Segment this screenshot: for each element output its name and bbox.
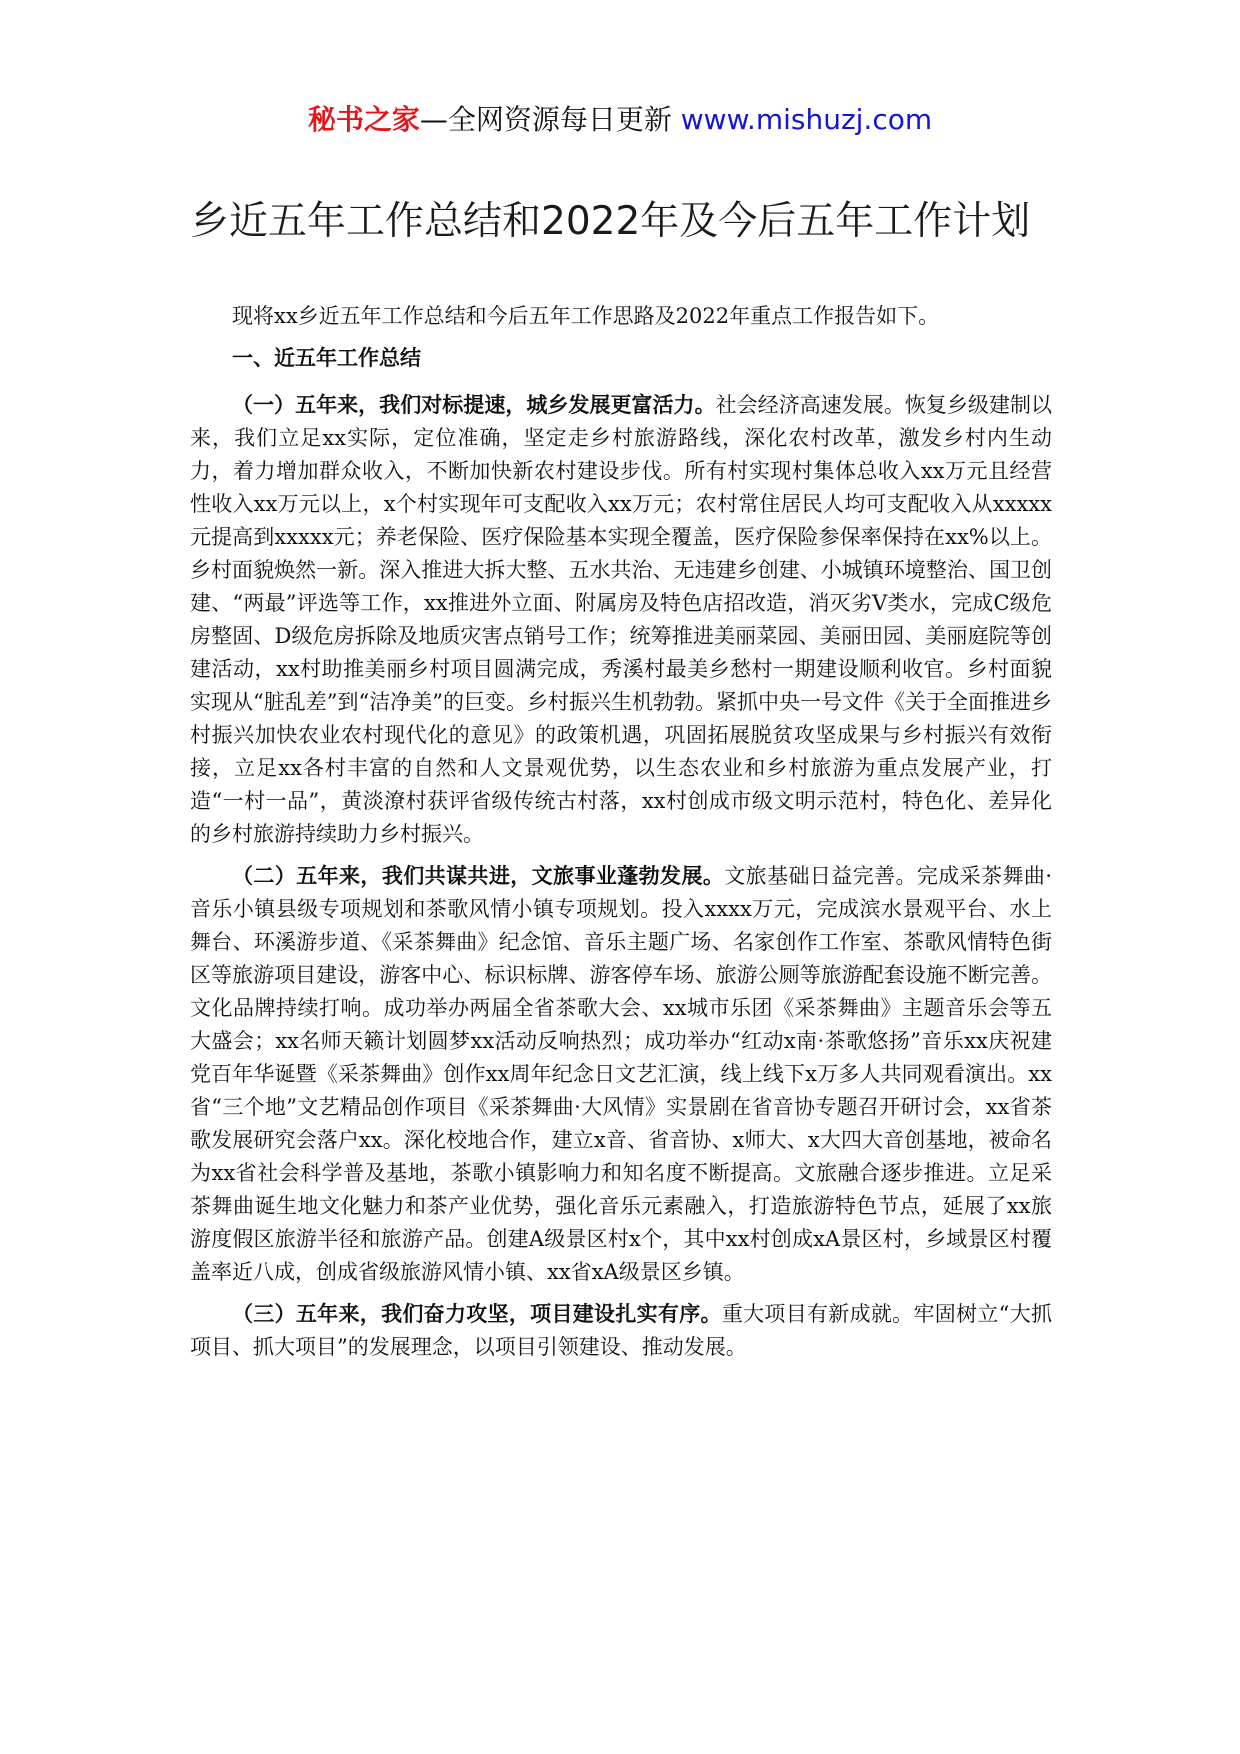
banner-slogan: 全网资源每日更新 [447, 103, 681, 136]
paragraph-1-lead: （一）五年来，我们对标提速，城乡发展更富活力。 [232, 393, 716, 417]
section-heading: 一、近五年工作总结 [232, 346, 421, 370]
paragraph-3-text: 重大项目有新成就。牢固树立“大抓项目、抓大项目”的发展理念，以项目引领建设、推动发展。 [190, 1302, 1052, 1359]
paragraph-3 [190, 1298, 1052, 1364]
intro-paragraph: 现将xx乡近五年工作总结和今后五年工作思路及2022年重点工作报告如下。 [232, 304, 940, 328]
paragraph-1-text: 社会经济高速发展。恢复乡级建制以来，我们立足xx实际，定位准确，坚定走乡村旅游路线，深化农村改革，激发乡村内生动力，着力增加群众收入，不断加快新农村建设步伐。所有村实现村集体总收入xx万元且经营性收入xx万元以上，x个村实现年可支配收入xx万元；农村常住居民人均可支配收入从xxxxx元提高到xxxxx元；养老保险、医疗保险基本实现全覆盖，医疗保险参保率保持在xx%以上。乡村面貌焕然一新。深入推进大拆大整、五水共治、无违建乡创建、小城镇环境整治、国卫创建、“两最”评选等工作，xx推进外立面、附属房及特色店招改造，消灭劣Ⅴ类水，完成C级危房整固、D级危房拆除及地质灾害点销号工作；统筹推进美丽菜园、美丽田园、美丽庭院等创建活动，xx村助推美丽乡村项目圆满完成，秀溪村最美乡愁村一期建设顺利收官。乡村面貌实现从“脏乱差”到“洁净美”的巨变。乡村振兴生机勃勃。紧抓中央一号文件《关于全面推进乡村振兴加快农业农村现代化的意见》的政策机遇，巩固拓展脱贫攻坚成果与乡村振兴有效衔接，立足xx各村丰富的自然和人文景观优势，以生态农业和乡村旅游为重点发展产业，打造“一村一品”，黄淡潦村获评省级传统古村落，xx村创成市级文明示范村，特色化、差异化的乡村旅游持续助力乡村振兴。 [190, 393, 1053, 846]
paragraph-3-lead: （三）五年来，我们奋力攻坚，项目建设扎实有序。 [232, 1302, 722, 1326]
site-banner [0, 100, 1240, 140]
paragraph-1 [190, 389, 1052, 851]
document-title: 乡近五年工作总结和2022年及今后五年工作计划 [190, 199, 1031, 244]
paragraph-2-lead: （二）五年来，我们共谋共进，文旅事业蓬勃发展。 [232, 864, 725, 888]
site-url-link[interactable]: www.mishuzj.com [680, 103, 933, 136]
document-body [190, 300, 1052, 1373]
paragraph-2-text: 文旅基础日益完善。完成采茶舞曲·音乐小镇县级专项规划和茶歌风情小镇专项规划。投入xxxx万元，完成滨水景观平台、水上舞台、环溪游步道、《采茶舞曲》纪念馆、音乐主题广场、名家创作工作室、茶歌风情特色街区等旅游项目建设，游客中心、标识标牌、游客停车场、旅游公厕等旅游配套设施不断完善。文化品牌持续打响。成功举办两届全省茶歌大会、xx城市乐团《采茶舞曲》主题音乐会等五大盛会；xx名师天籁计划圆梦xx活动反响热烈；成功举办“红动x南·茶歌悠扬”音乐xx庆祝建党百年华诞暨《采茶舞曲》创作xx周年纪念日文艺汇演，线上线下x万多人共同观看演出。xx省“三个地”文艺精品创作项目《采茶舞曲·大风情》实景剧在省音协专题召开研讨会，xx省茶歌发展研究会落户xx。深化校地合作，建立x音、省音协、x师大、x大四大音创基地，被命名为xx省社会科学普及基地，茶歌小镇影响力和知名度不断提高。文旅融合逐步推进。立足采茶舞曲诞生地文化魅力和茶产业优势，强化音乐元素融入，打造旅游特色节点，延展了xx旅游度假区旅游半径和旅游产品。创建A级景区村x个，其中xx村创成xA景区村，乡域景区村覆盖率近八成，创成省级旅游风情小镇、xx省xA级景区乡镇。 [190, 864, 1052, 1284]
paragraph-2 [190, 860, 1052, 1289]
brand-name: 秘书之家 [307, 103, 420, 136]
banner-dash: — [419, 103, 448, 136]
